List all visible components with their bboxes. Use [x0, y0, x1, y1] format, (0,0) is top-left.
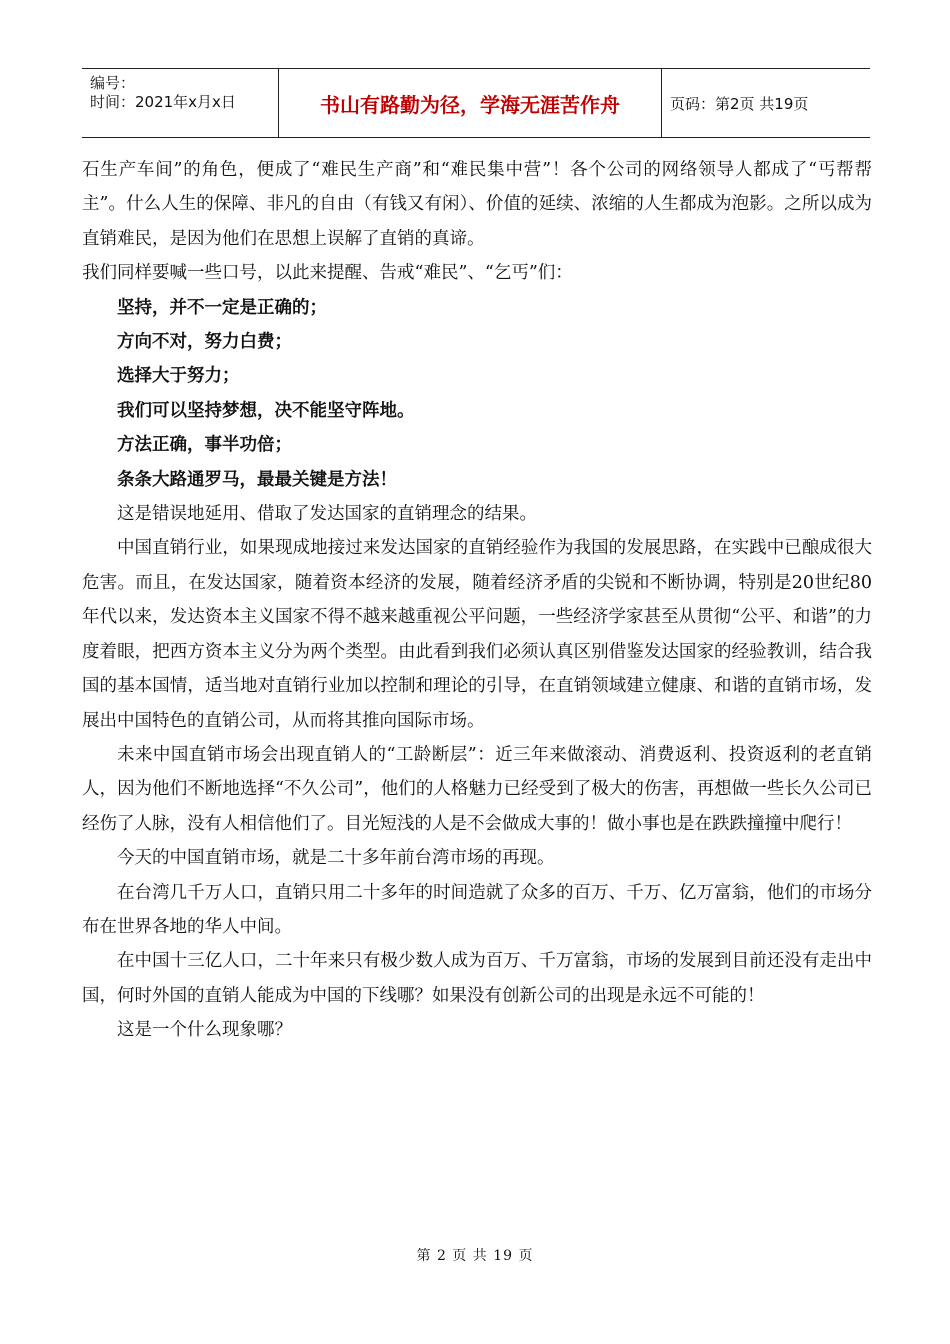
- slogan-line: 方法正确，事半功倍；: [117, 435, 292, 456]
- paragraph: 这是错误地延用、借取了发达国家的直销理念的结果。: [117, 504, 537, 525]
- page-header: [82, 68, 870, 138]
- header-page-info: 页码：第2页 共19页: [670, 94, 809, 113]
- slogan-line: 坚持，并不一定是正确的；: [117, 297, 327, 318]
- paragraph: 石生产车间”的角色，便成了“难民生产商”和“难民集中营”！各个公司的网络领导人都成了“丐帮帮主”。什么人生的保障、非凡的自由（有钱又有闲）、价值的延续、浓缩的人生都成为泡影。之所以成为直销难民，是因为他们在思想上误解了直销的真谛。: [82, 160, 872, 249]
- paragraph: 这是一个什么现象哪？: [117, 1020, 292, 1041]
- paragraph: 中国直销行业，如果现成地接过来发达国家的直销经验作为我国的发展思路，在实践中已酿成很大危害。而且，在发达国家，随着资本经济的发展，随着经济矛盾的尖锐和不断协调，特别是20世纪80年代以来，发达资本主义国家不得不越来越重视公平问题，一些经济学家甚至从贯彻“公平、和谐”的力度着眼，把西方资本主义分为两个类型。由此看到我们必须认真区别借鉴发达国家的经验教训，结合我国的基本国情，适当地对直销行业加以控制和理论的引导，在直销领域建立健康、和谐的直销市场，发展出中国特色的直销公司，从而将其推向国际市场。: [82, 538, 872, 731]
- number-label: 编号：: [90, 74, 136, 92]
- paragraph: 未来中国直销市场会出现直销人的“工龄断层”：近三年来做滚动、消费返利、投资返利的老直销人，因为他们不断地选择“不久公司”，他们的人格魅力已经受到了极大的伤害，再想做一些长久公司已经伤了人脉，没有人相信他们了。目光短浅的人是不会做成大事的！做小事也是在跌跌撞撞中爬行！: [82, 744, 872, 834]
- paragraph: 今天的中国直销市场，就是二十多年前台湾市场的再现。: [117, 848, 555, 869]
- paragraph: 我们同样要喊一些口号，以此来提醒、告戒“难民”、“乞丐”们：: [82, 263, 573, 284]
- header-meta: [82, 69, 278, 137]
- slogan-line: 我们可以坚持梦想，决不能坚守阵地。: [117, 400, 415, 421]
- page-footer: 第 2 页 共 19 页: [416, 1248, 534, 1264]
- slogan-line: 方向不对，努力白费；: [117, 332, 292, 353]
- paragraph: 在中国十三亿人口，二十年来只有极少数人成为百万、千万富翁，市场的发展到目前还没有走出中国，何时外国的直销人能成为中国的下线哪？如果没有创新公司的出现是永远不可能的！: [82, 951, 872, 1006]
- slogan-line: 选择大于努力；: [117, 366, 240, 387]
- slogan-line: 条条大路通罗马，最最关键是方法！: [117, 469, 397, 490]
- paragraph: 在台湾几千万人口，直销只用二十多年的时间造就了众多的百万、千万、亿万富翁，他们的市场分布在世界各地的华人中间。: [82, 882, 872, 937]
- header-motto: 书山有路勤为径，学海无涯苦作舟: [278, 69, 662, 137]
- document-body: [82, 153, 872, 1048]
- time-label: 时间：2021年x月x日: [90, 93, 236, 111]
